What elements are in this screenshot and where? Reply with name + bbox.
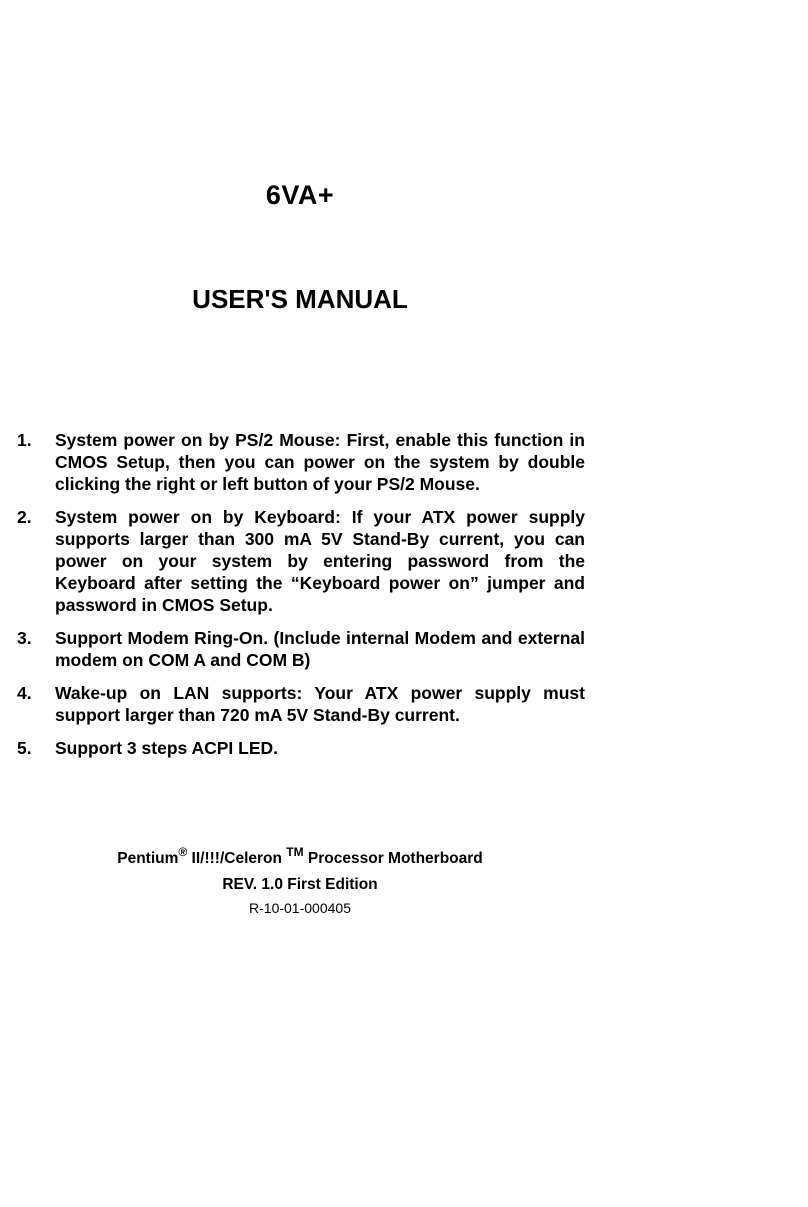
feature-text: System power on by Keyboard: If your ATX power supply supports larger than 300 mA 5V Stand-By current, you can power on your system by entering password from the Keyboard after setting the “Keyboard power on” jumper and password in CMOS Setup. bbox=[55, 507, 585, 615]
feature-item-1 bbox=[17, 429, 585, 495]
manual-title: USER'S MANUAL bbox=[192, 284, 408, 314]
feature-text: Wake-up on LAN supports: Your ATX power supply must support larger than 720 mA 5V Stand-By current. bbox=[55, 683, 585, 725]
feature-number: 2. bbox=[17, 507, 32, 527]
processor-suffix: Processor Motherboard bbox=[303, 850, 483, 867]
feature-number: 3. bbox=[17, 628, 32, 648]
feature-item-5 bbox=[17, 737, 585, 759]
feature-text: Support Modem Ring-On. (Include internal Modem and external modem on COM A and COM B) bbox=[55, 628, 585, 670]
processor-brand: Pentium bbox=[117, 850, 179, 867]
feature-item-2 bbox=[17, 506, 585, 616]
feature-text: System power on by PS/2 Mouse: First, enable this function in CMOS Setup, then you can power on the system by double clicking the right or left button of your PS/2 Mouse. bbox=[55, 430, 585, 494]
feature-number: 5. bbox=[17, 738, 32, 758]
revision-edition: REV. 1.0 First Edition bbox=[222, 876, 378, 893]
feature-text: Support 3 steps ACPI LED. bbox=[55, 738, 278, 758]
processor-models: II/!!!/Celeron bbox=[187, 850, 287, 867]
feature-list bbox=[17, 429, 585, 770]
feature-number: 4. bbox=[17, 683, 32, 703]
feature-number: 1. bbox=[17, 430, 32, 450]
document-code: R-10-01-000405 bbox=[249, 900, 351, 916]
feature-item-3 bbox=[17, 627, 585, 671]
processor-line bbox=[0, 845, 600, 868]
trademark-mark: TM bbox=[286, 845, 304, 859]
model-title: 6VA+ bbox=[265, 180, 335, 210]
registered-mark: ® bbox=[178, 845, 188, 859]
feature-item-4 bbox=[17, 682, 585, 726]
